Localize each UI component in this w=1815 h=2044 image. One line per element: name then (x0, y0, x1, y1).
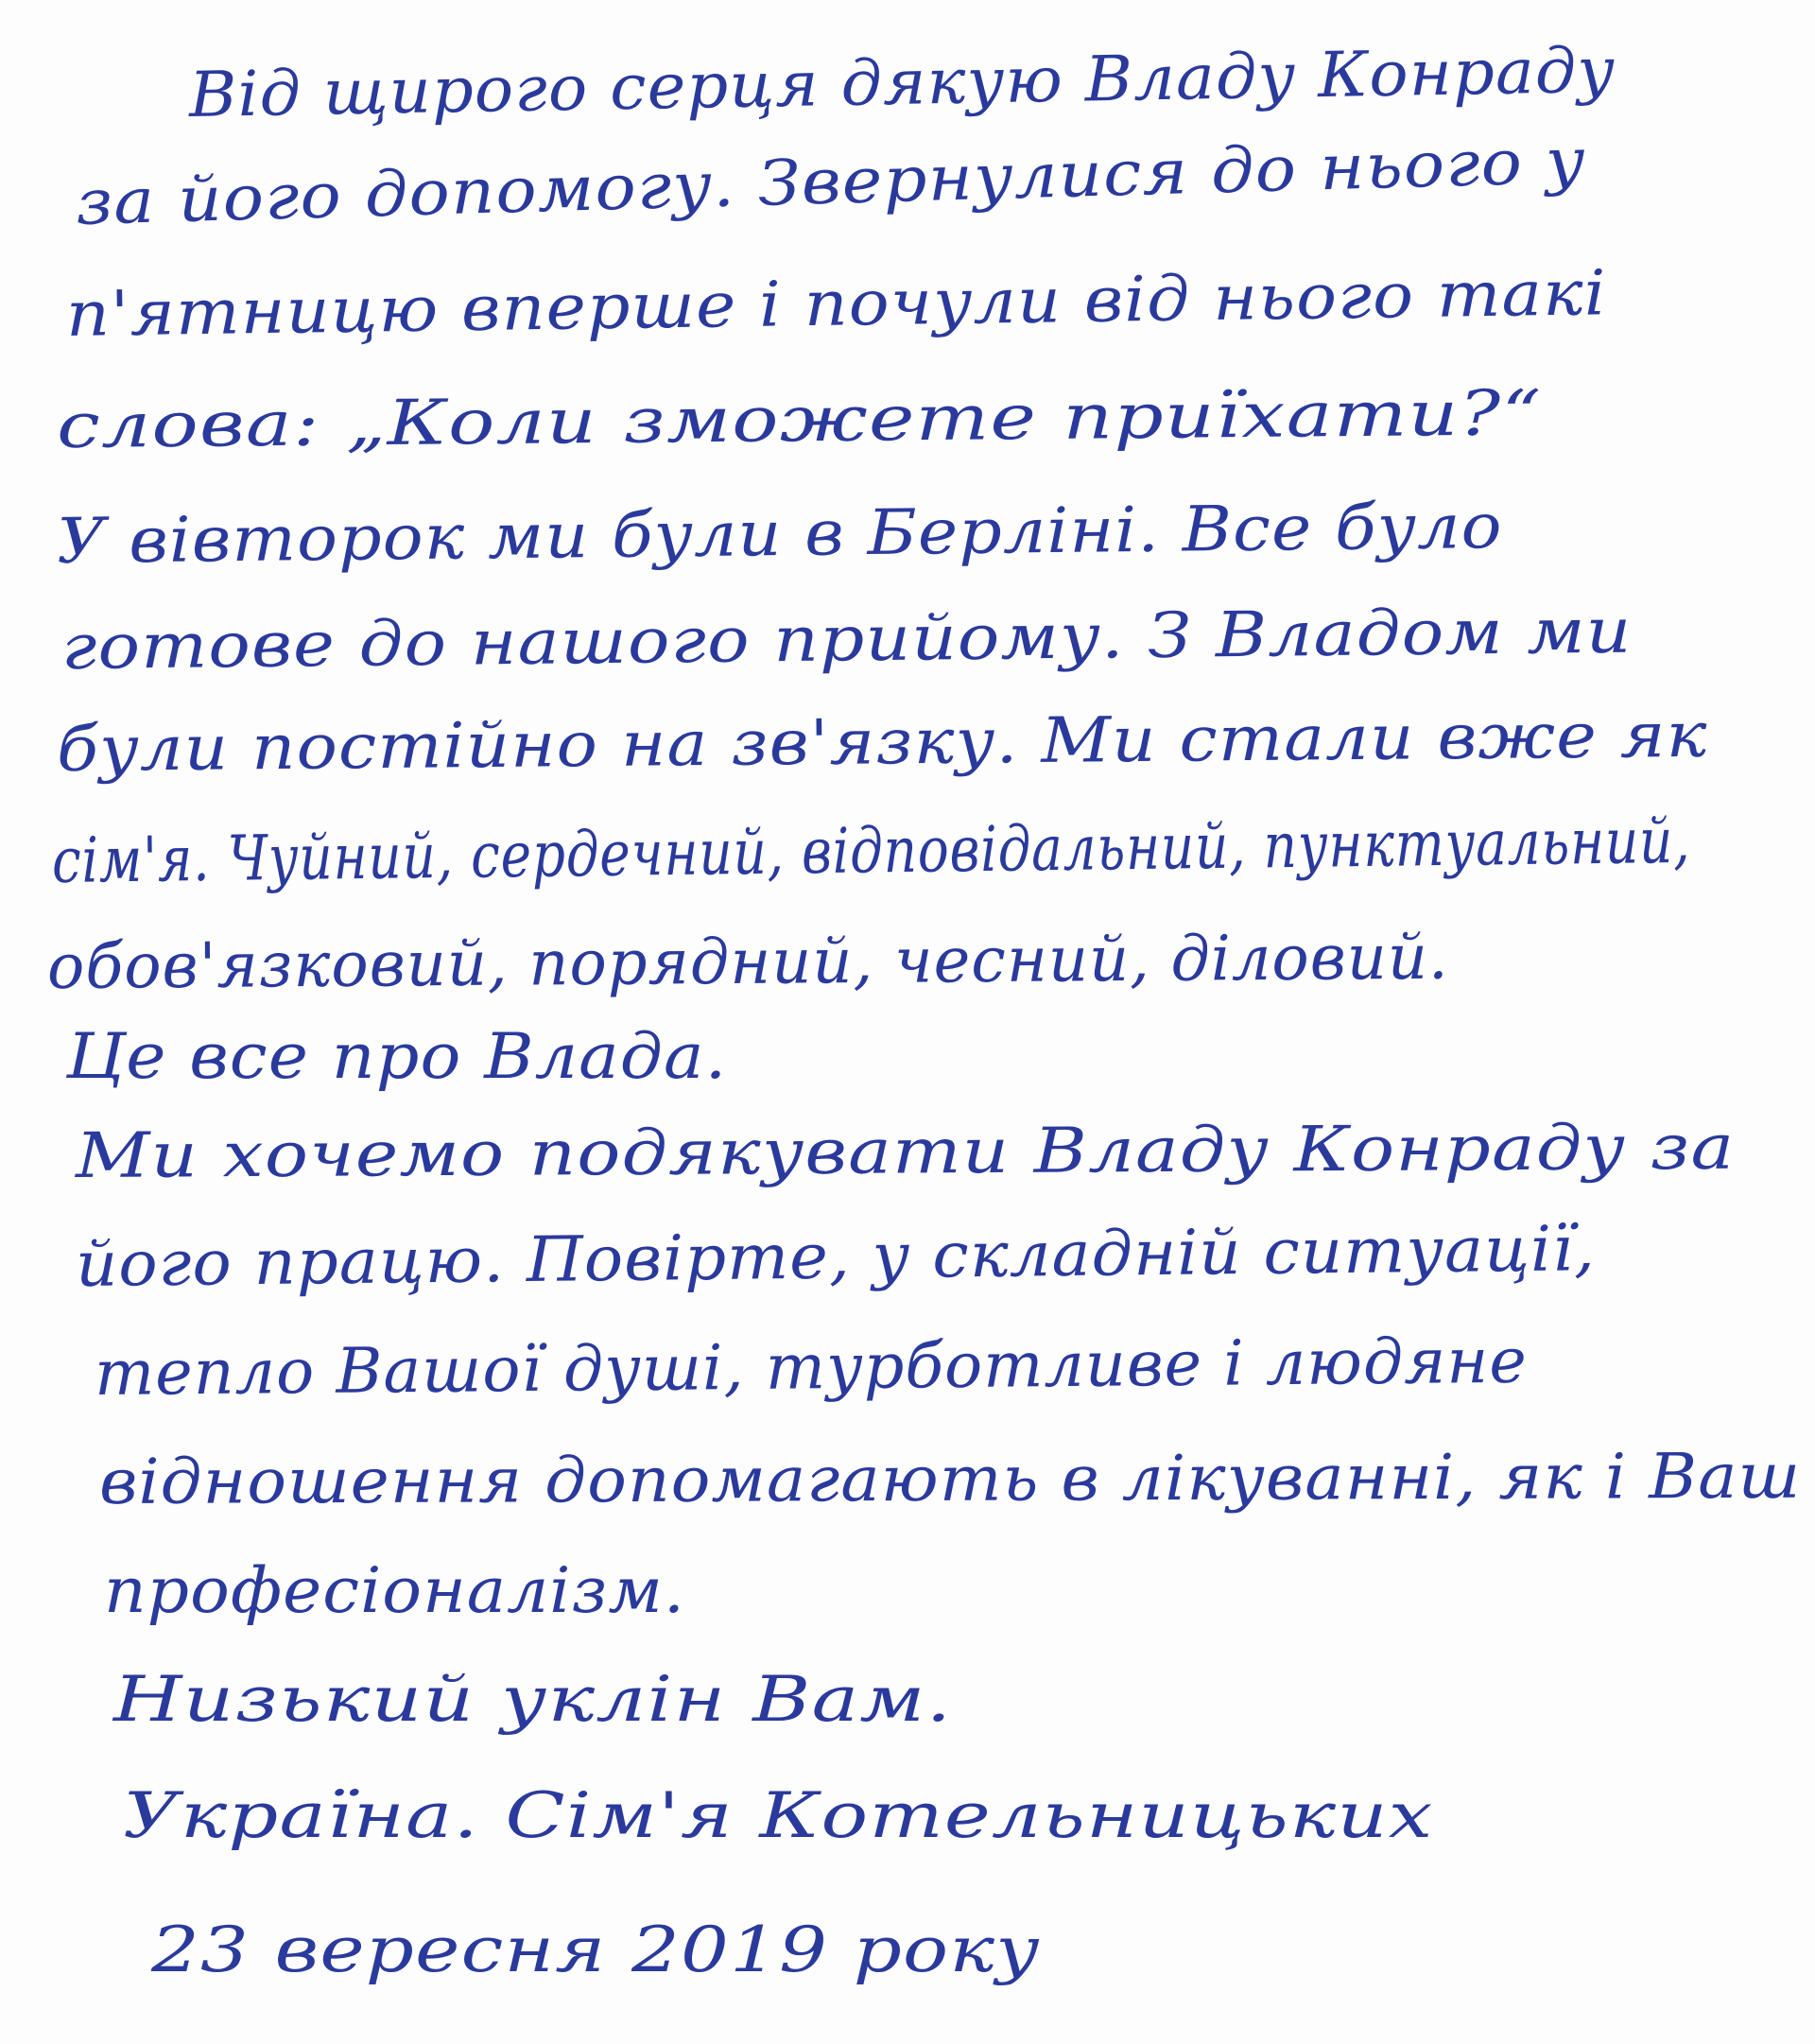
letter-signature-line: Україна. Сім'я Котельницьких (123, 1779, 1434, 1852)
letter-line: обов'язковий, порядний, чесний, діловий. (46, 920, 1449, 1003)
letter-line: відношення допомагають в лікуванні, як і Ваш (98, 1439, 1802, 1518)
letter-line: У вівторок ми були в Берліні. Все було (56, 489, 1503, 578)
letter-line: його працю. Повірте, у складній ситуації, (75, 1212, 1597, 1301)
letter-line: готове до нашого прийому. З Владом ми (60, 594, 1633, 684)
letter-line: сім'я. Чуйний, сердечний, відповідальний, пунктуальний, (51, 804, 1691, 897)
letter-line: Ми хочемо подякувати Владу Конраду за (75, 1110, 1736, 1192)
letter-line: п'ятницю вперше і почули від нього такі (65, 256, 1608, 351)
letter-line: Низький уклін Вам. (113, 1663, 953, 1736)
letter-line: Від щирого серця дякую Владу Конраду (188, 33, 1616, 131)
letter-line: були постійно на зв'язку. Ми стали вже як (56, 698, 1708, 786)
letter-line: тепло Вашої душі, турботливе і людяне (94, 1324, 1529, 1410)
letter-line: професіоналізм. (104, 1554, 685, 1627)
letter-line: слова: „Коли зможете приїхати?“ (56, 376, 1544, 462)
letter-line: за його допомогу. Звернулися до нього у (74, 124, 1587, 239)
letter-line: Це все про Влада. (66, 1020, 728, 1093)
letter-date-line: 23 вересня 2019 року (151, 1914, 1041, 1986)
